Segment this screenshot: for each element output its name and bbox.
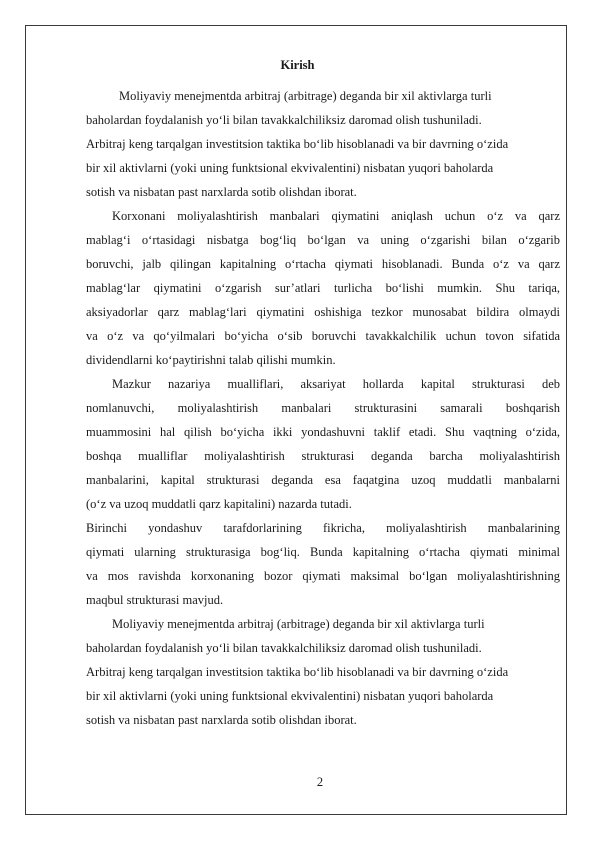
text-line: baholardan foydalanish yo‘li bilan tavakkalchiliksiz daromad olish tushuniladi. xyxy=(86,641,482,655)
page-title: Kirish xyxy=(280,58,315,72)
text-line: qiymati ularning strukturasiga bog‘liq. Bunda kapitalning o‘rtacha qiymati minimal xyxy=(86,545,560,559)
text-line: nomlanuvchi, moliyalashtirish manbalari strukturasini samarali boshqarish xyxy=(86,401,560,415)
text-line: (o‘z va uzoq muddatli qarz kapitalini) nazarda tutadi. xyxy=(86,497,352,511)
text-line: aksiyadorlar qarz mablag‘lari qiymatini oshishiga tezkor munosabat bildira olmaydi xyxy=(86,305,560,319)
text-line: manbalarini, kapital strukturasi deganda esa faqatgina uzoq muddatli manbalarni xyxy=(86,473,560,487)
text-line: sotish va nisbatan past narxlarda sotib olishdan iborat. xyxy=(86,185,357,199)
text-line: Moliyaviy menejmentda arbitraj (arbitrage) deganda bir xil aktivlarga turli xyxy=(119,89,492,103)
text-line: mablag‘lar qiymatini o‘zgarish sur’atlari turlicha bo‘lishi mumkin. Shu tariqa, xyxy=(86,281,560,295)
text-line: baholardan foydalanish yo‘li bilan tavakkalchiliksiz daromad olish tushuniladi. xyxy=(86,113,482,127)
text-line: va o‘z va qo‘yilmalari bo‘yicha o‘sib boruvchi tavakkalchilik uchun tovon sifatida xyxy=(86,329,560,343)
text-line: Mazkur nazariya mualliflari, aksariyat hollarda kapital strukturasi deb xyxy=(112,377,560,391)
page-number: 2 xyxy=(316,775,324,789)
text-line: maqbul strukturasi mavjud. xyxy=(86,593,224,607)
text-line: boshqa mualliflar moliyalashtirish strukturasi deganda barcha moliyalashtirish xyxy=(86,449,560,463)
text-line: Arbitraj keng tarqalgan investitsion taktika bo‘lib hisoblanadi va bir davrning o‘zida xyxy=(86,137,509,151)
text-line: Arbitraj keng tarqalgan investitsion taktika bo‘lib hisoblanadi va bir davrning o‘zida xyxy=(86,665,509,679)
text-line: muammosini hal qilish bo‘yicha ikki yondashuvni taklif etadi. Shu vaqtning o‘zida, xyxy=(86,425,560,439)
text-line: Birinchi yondashuv tarafdorlarining fikricha, moliyalashtirish manbalarining xyxy=(86,521,560,535)
text-line: Moliyaviy menejmentda arbitraj (arbitrage) deganda bir xil aktivlarga turli xyxy=(112,617,485,631)
text-line: sotish va nisbatan past narxlarda sotib olishdan iborat. xyxy=(86,713,357,727)
text-line: bir xil aktivlarni (yoki uning funktsional ekvivalentini) nisbatan yuqori baholarda xyxy=(86,689,494,703)
text-line: bir xil aktivlarni (yoki uning funktsional ekvivalentini) nisbatan yuqori baholarda xyxy=(86,161,494,175)
text-line: mablag‘i o‘rtasidagi nisbatga bog‘liq bo‘lgan va uning o‘zgarishi bilan o‘zgarib xyxy=(86,233,560,247)
text-line: va mos ravishda korxonaning bozor qiymati maksimal bo‘lgan moliyalashtirishning xyxy=(86,569,560,583)
text-line: boruvchi, jalb qilingan kapitalning o‘rtacha qiymati hisoblanadi. Bunda o‘z va qarz xyxy=(86,257,560,271)
text-line: Korxonani moliyalashtirish manbalari qiymatini aniqlash uchun o‘z va qarz xyxy=(112,209,560,223)
text-line: dividendlarni ko‘paytirishni talab qilishi mumkin. xyxy=(86,353,336,367)
